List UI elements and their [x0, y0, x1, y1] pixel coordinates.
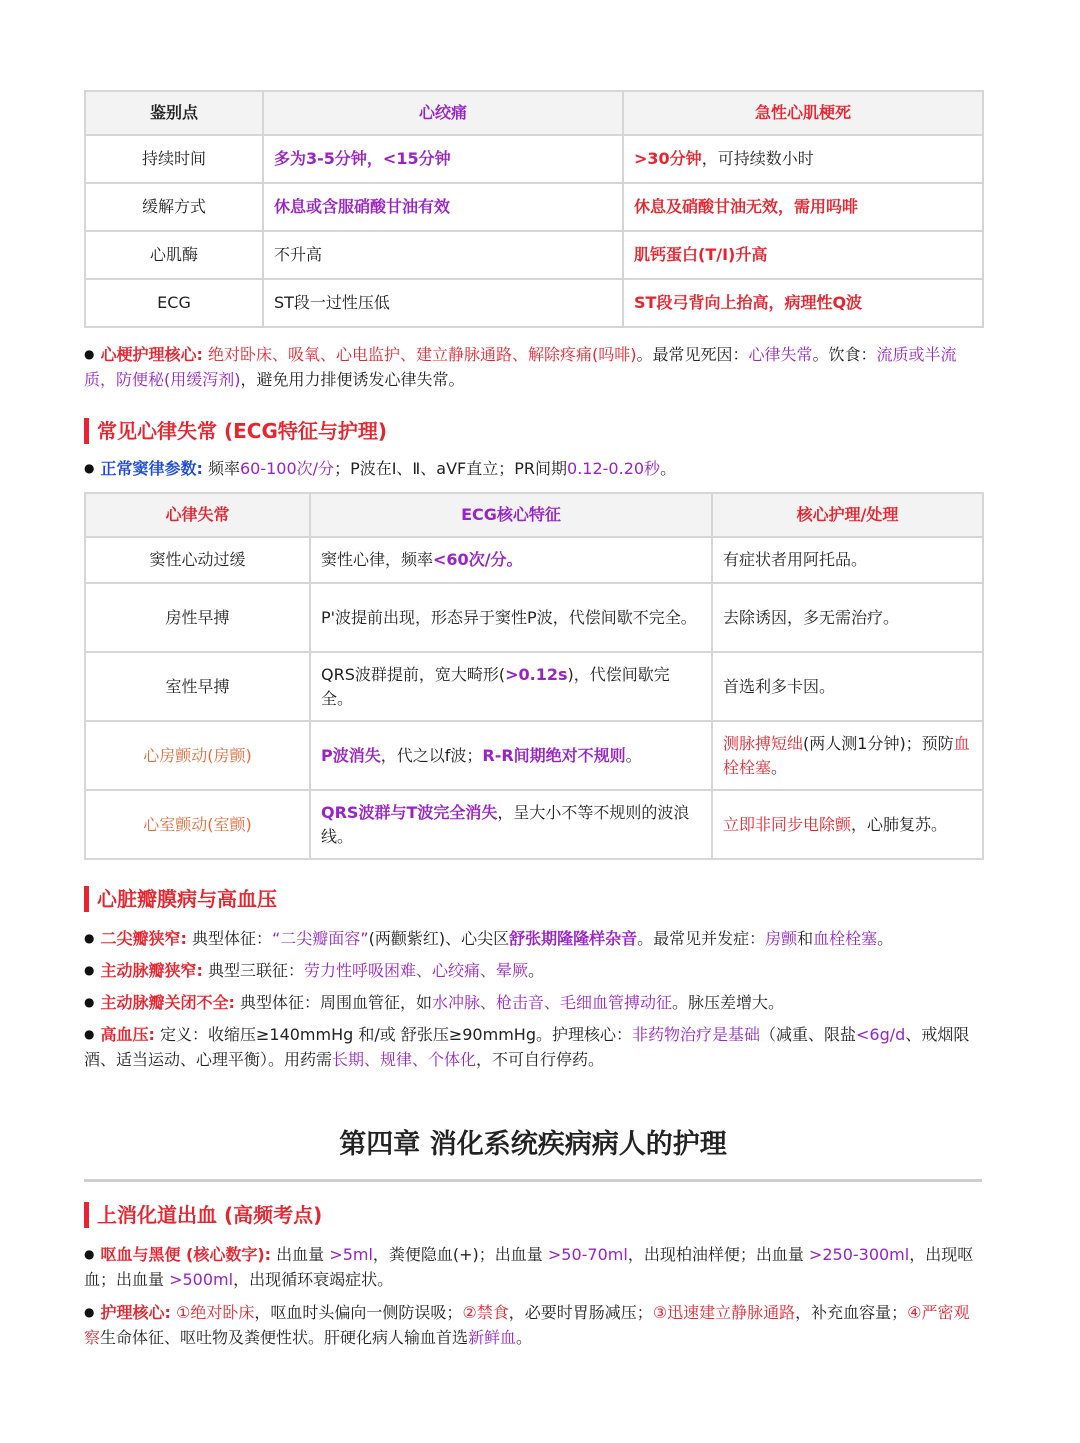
- aortic-stenosis-paragraph: ● 主动脉瓣狭窄: 典型三联征：劳力性呼吸困难、心绞痛、晕厥。: [84, 961, 545, 980]
- section-title-gi-bleeding: 上消化道出血 (高频考点): [84, 1202, 982, 1228]
- row-label: ECG: [85, 279, 263, 327]
- table-row: [85, 183, 983, 231]
- header-angina: 心绞痛: [263, 91, 623, 135]
- row-label: 缓解方式: [85, 183, 263, 231]
- bullet-icon: ●: [84, 1247, 95, 1261]
- ecg-cell: QRS波群提前，宽大畸形(>0.12s)，代偿间歇完全。: [310, 652, 712, 721]
- ecg-cell: 窦性心律，频率<60次/分。: [310, 537, 712, 583]
- bullet-icon: ●: [84, 931, 95, 945]
- hypertension-paragraph: ● 高血压: 定义：收缩压≥140mmHg 和/或 舒张压≥90mmHg。护理核心：非药物治疗是基础（减重、限盐<6g/d、戒烟限酒、适当运动、心理平衡）。用药需长期、规律、个体化，不可自行停药。: [84, 1025, 970, 1069]
- care-cell: 首选利多卡因。: [712, 652, 983, 721]
- aortic-regurgitation-paragraph: ● 主动脉瓣关闭不全: 典型体征：周围血管征，如水冲脉、枪击音、毛细血管搏动征。脉压差增大。: [84, 993, 785, 1012]
- arrhythmia-name: 心房颤动(房颤): [85, 721, 310, 790]
- row-label: 心肌酶: [85, 231, 263, 279]
- angina-cell: 多为3-5分钟，<15分钟: [263, 135, 623, 183]
- page-content: [84, 90, 982, 1350]
- mitral-stenosis-paragraph: ● 二尖瓣狭窄: 典型体征：“二尖瓣面容”(两颧紫红)、心尖区舒张期隆隆样杂音。最常见并发症：房颤和血栓栓塞。: [84, 929, 894, 948]
- arrhythmia-name: 心室颤动(室颤): [85, 790, 310, 859]
- header-arrhythmia: 心律失常: [85, 493, 310, 537]
- table-header-row: [85, 91, 983, 135]
- hematemesis-paragraph: ● 呕血与黑便 (核心数字): 出血量 >5ml，粪便隐血(+)；出血量 >50-70ml，出现柏油样便；出血量 >250-300ml，出现呕血；出血量 >500ml，出现循环衰竭症状。: [84, 1245, 974, 1289]
- care-cell: 立即非同步电除颤，心肺复苏。: [712, 790, 983, 859]
- chapter-title: 第四章 消化系统疾病病人的护理: [339, 1129, 727, 1160]
- mi-cell: ST段弓背向上抬高，病理性Q波: [623, 279, 983, 327]
- table-row: [85, 231, 983, 279]
- arrhythmia-name: 室性早搏: [85, 652, 310, 721]
- sinus-parameters-paragraph: ● 正常窦律参数: 频率60-100次/分；P波在Ⅰ、Ⅱ、aVF直立；PR间期0.12-0.20秒。: [84, 459, 677, 478]
- chapter-divider: [84, 1179, 982, 1182]
- table-header-row: [85, 493, 983, 537]
- bullet-icon: ●: [84, 963, 95, 977]
- angina-cell: 不升高: [263, 231, 623, 279]
- mi-nursing-paragraph: ● 心梗护理核心: 绝对卧床、吸氧、心电监护、建立静脉通路、解除疼痛(吗啡)。最常见死因：心律失常。饮食：流质或半流质，防便秘(用缓泻剂)，避免用力排便诱发心律失常。: [84, 345, 957, 389]
- table-row: [85, 790, 983, 859]
- arrhythmia-name: 房性早搏: [85, 583, 310, 652]
- angina-vs-mi-table: [84, 90, 984, 328]
- table-row: [85, 583, 983, 652]
- bullet-icon: ●: [84, 1027, 95, 1041]
- bullet-icon: ●: [84, 461, 95, 475]
- table-row: [85, 135, 983, 183]
- header-mi: 急性心肌梗死: [623, 91, 983, 135]
- ecg-cell: P波消失，代之以f波；R-R间期绝对不规则。: [310, 721, 712, 790]
- gi-nursing-paragraph: ● 护理核心: ①绝对卧床，呕血时头偏向一侧防误吸；②禁食，必要时胃肠减压；③迅速建立静脉通路，补充血容量；④严密观察生命体征、呕吐物及粪便性状。肝硬化病人输血首选新鲜血。: [84, 1303, 970, 1347]
- header-ecg: ECG核心特征: [310, 493, 712, 537]
- care-cell: 有症状者用阿托品。: [712, 537, 983, 583]
- row-label: 持续时间: [85, 135, 263, 183]
- bullet-icon: ●: [84, 995, 95, 1009]
- mi-cell: 休息及硝酸甘油无效，需用吗啡: [623, 183, 983, 231]
- arrhythmia-name: 窦性心动过缓: [85, 537, 310, 583]
- ecg-cell: P'波提前出现，形态异于窦性P波，代偿间歇不完全。: [310, 583, 712, 652]
- bullet-icon: ●: [84, 347, 95, 361]
- mi-cell: >30分钟，可持续数小时: [623, 135, 983, 183]
- ecg-cell: QRS波群与T波完全消失，呈大小不等不规则的波浪线。: [310, 790, 712, 859]
- care-cell: 去除诱因，多无需治疗。: [712, 583, 983, 652]
- mi-cell: 肌钙蛋白(T/I)升高: [623, 231, 983, 279]
- bullet-icon: ●: [84, 1305, 95, 1319]
- header-care: 核心护理/处理: [712, 493, 983, 537]
- care-cell: 测脉搏短绌(两人测1分钟)；预防血栓栓塞。: [712, 721, 983, 790]
- table-row: [85, 279, 983, 327]
- header-point: 鉴别点: [85, 91, 263, 135]
- arrhythmia-table: [84, 492, 984, 860]
- table-row: [85, 721, 983, 790]
- section-title-valve: 心脏瓣膜病与高血压: [84, 886, 982, 912]
- section-title-arrhythmia: 常见心律失常 (ECG特征与护理): [84, 418, 982, 444]
- table-row: [85, 537, 983, 583]
- angina-cell: ST段一过性压低: [263, 279, 623, 327]
- angina-cell: 休息或含服硝酸甘油有效: [263, 183, 623, 231]
- table-row: [85, 652, 983, 721]
